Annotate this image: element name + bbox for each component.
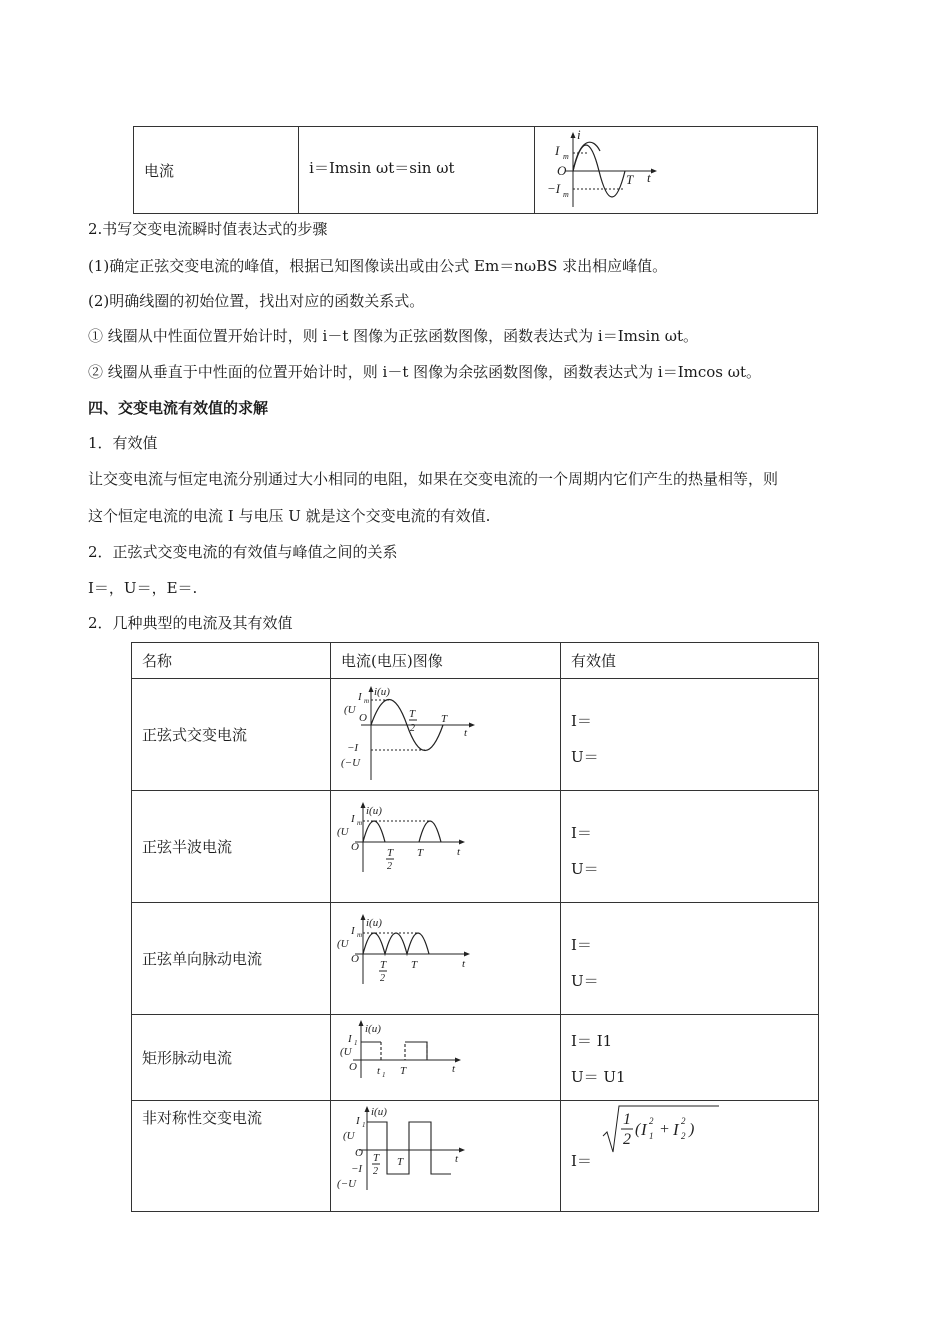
svg-text:I: I	[356, 1114, 360, 1127]
row-formula: i＝Imsin ωt＝sin ωt	[309, 158, 455, 177]
svg-text:1: 1	[354, 1038, 358, 1047]
svg-text:): )	[689, 1120, 695, 1138]
svg-text:I: I	[641, 1119, 647, 1139]
svg-text:2: 2	[681, 1130, 686, 1141]
item2-formula: I＝，U＝，E＝.	[88, 579, 198, 597]
rms-formula	[601, 1102, 721, 1162]
svg-text:T: T	[625, 172, 634, 187]
svg-text:m: m	[364, 696, 370, 705]
svg-text:m: m	[357, 818, 363, 827]
effective-I: I＝	[571, 824, 592, 842]
effective-U: U＝	[571, 860, 599, 878]
svg-text:(: (	[635, 1120, 641, 1138]
svg-text:1: 1	[623, 1110, 631, 1128]
svg-text:i(u): i(u)	[365, 1022, 381, 1035]
effective-U: U＝	[571, 748, 599, 766]
svg-text:I: I	[348, 1032, 352, 1045]
item1-heading: 1．有效值	[88, 434, 158, 452]
item3-heading: 2．几种典型的电流及其有效值	[88, 614, 293, 632]
svg-text:2: 2	[623, 1130, 631, 1148]
svg-text:(U: (U	[337, 825, 349, 838]
header-name: 名称	[132, 643, 331, 679]
svg-text:(U: (U	[344, 703, 356, 716]
sine-wave-graph	[331, 680, 560, 790]
header-effective: 有效值	[561, 643, 819, 679]
step-2: (2)明确线圈的初始位置，找出对应的函数关系式。	[88, 292, 425, 310]
svg-text:I: I	[351, 812, 355, 825]
svg-text:+: +	[659, 1120, 670, 1138]
current-types-table	[131, 642, 819, 1212]
svg-text:t: t	[455, 1152, 459, 1165]
svg-text:I: I	[358, 690, 362, 703]
svg-text:T: T	[417, 846, 424, 859]
row-name: 正弦单向脉动电流	[142, 950, 263, 968]
effective-I: I＝	[571, 936, 592, 954]
table-row	[132, 1101, 819, 1212]
svg-text:1: 1	[362, 1120, 366, 1129]
svg-text:O: O	[556, 163, 567, 178]
header-graph: 电流(电压)图像	[331, 643, 561, 679]
svg-text:(−U: (−U	[341, 756, 361, 769]
effective-U: U＝	[571, 972, 599, 990]
row-name: 正弦半波电流	[142, 838, 233, 856]
case-2: ② 线圈从垂直于中性面的位置开始计时，则 i－t 图像为余弦函数图像，函数表达式为 i＝Imcos ωt。	[88, 363, 762, 381]
svg-text:T: T	[380, 958, 387, 971]
table-row	[132, 1015, 819, 1101]
item2-heading: 2．正弦式交变电流的有效值与峰值之间的关系	[88, 543, 398, 561]
row-name: 非对称性交变电流	[142, 1109, 263, 1127]
svg-text:2: 2	[373, 1165, 378, 1177]
effective-I: I＝	[571, 712, 592, 730]
svg-text:2: 2	[380, 972, 385, 984]
svg-text:m: m	[562, 152, 569, 161]
svg-text:−I: −I	[351, 1162, 363, 1175]
svg-text:T: T	[400, 1064, 407, 1077]
svg-text:(U: (U	[340, 1045, 352, 1058]
svg-text:t: t	[462, 957, 466, 970]
row-graph-cell	[534, 127, 817, 214]
svg-text:t: t	[457, 845, 461, 858]
full-rectified-graph	[331, 904, 560, 1014]
svg-text:(U: (U	[337, 937, 349, 950]
svg-text:O: O	[351, 952, 359, 965]
effective-U: U＝ U1	[571, 1068, 626, 1086]
item1-text-2: 这个恒定电流的电流 I 与电压 U 就是这个交变电流的有效值.	[88, 507, 491, 525]
svg-text:t: t	[646, 170, 651, 185]
table-row	[132, 903, 819, 1015]
svg-text:T: T	[441, 712, 448, 725]
svg-text:i(u): i(u)	[371, 1105, 387, 1118]
row-label: 电流	[144, 161, 175, 180]
effective-I: I＝	[571, 1151, 592, 1170]
svg-text:i: i	[576, 127, 581, 142]
case-1: ① 线圈从中性面位置开始计时，则 i－t 图像为正弦函数图像，函数表达式为 i＝Imsin ωt。	[88, 327, 699, 345]
svg-text:−I: −I	[347, 741, 359, 754]
svg-text:1: 1	[382, 1070, 386, 1079]
svg-text:2: 2	[649, 1115, 654, 1126]
svg-text:t: t	[452, 1062, 456, 1075]
svg-text:t: t	[377, 1064, 381, 1077]
svg-text:i(u): i(u)	[366, 804, 382, 817]
step-1: (1)确定正弦交变电流的峰值，根据已知图像读出或由公式 Em＝nωBS 求出相应峰值。	[88, 257, 668, 275]
svg-text:T: T	[387, 846, 394, 859]
section-title: 四、交变电流有效值的求解	[88, 399, 269, 417]
steps-heading: 2.书写交变电流瞬时值表达式的步骤	[88, 220, 328, 238]
svg-text:i(u): i(u)	[366, 916, 382, 929]
svg-text:T: T	[397, 1155, 404, 1168]
svg-text:i(u): i(u)	[374, 685, 390, 698]
svg-text:−I: −I	[546, 181, 561, 196]
svg-text:O: O	[359, 711, 367, 724]
svg-text:(U: (U	[343, 1129, 355, 1142]
svg-text:2: 2	[681, 1115, 686, 1126]
svg-text:O: O	[355, 1146, 363, 1159]
svg-text:O: O	[351, 840, 359, 853]
svg-text:I: I	[554, 143, 560, 158]
svg-text:t: t	[464, 726, 468, 739]
svg-text:2: 2	[387, 860, 392, 872]
current-summary-table	[133, 126, 818, 214]
svg-text:2: 2	[410, 722, 415, 734]
asymmetric-ac-graph	[331, 1102, 560, 1211]
rectangular-pulse-graph	[331, 1016, 560, 1100]
row-name: 矩形脉动电流	[142, 1049, 233, 1067]
table-row	[132, 791, 819, 903]
item1-text-1: 让交变电流与恒定电流分别通过大小相同的电阻，如果在交变电流的一个周期内它们产生的热量相等，则	[88, 470, 779, 488]
svg-text:(−U: (−U	[337, 1177, 357, 1190]
row-name: 正弦式交变电流	[142, 726, 248, 744]
svg-text:T: T	[373, 1151, 380, 1164]
svg-text:m: m	[562, 190, 569, 199]
svg-text:T: T	[411, 958, 418, 971]
row-label-cell	[134, 127, 299, 214]
svg-text:O: O	[349, 1060, 357, 1073]
half-wave-graph	[331, 792, 560, 902]
effective-I: I＝ I1	[571, 1032, 613, 1050]
svg-text:1: 1	[649, 1130, 654, 1141]
svg-text:I: I	[673, 1119, 679, 1139]
svg-text:m: m	[357, 930, 363, 939]
row-formula-cell	[299, 127, 535, 214]
sine-graph-small	[535, 127, 817, 213]
svg-text:I: I	[351, 924, 355, 937]
svg-text:T: T	[409, 707, 416, 720]
table-row	[132, 679, 819, 791]
